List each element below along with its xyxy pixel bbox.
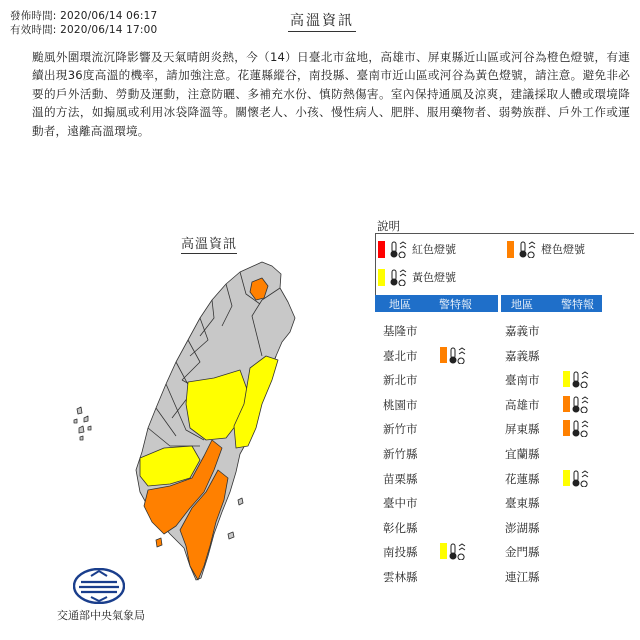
region-name: 桃園市 <box>383 397 418 412</box>
col-warning-right: 警特報 <box>561 297 594 311</box>
region-name: 臺南市 <box>505 373 540 388</box>
region-name: 新竹縣 <box>383 447 418 461</box>
warning-description: 颱風外圍環流沉降影響及天氣晴朗炎熱，今（14）日臺北市盆地，高雄市、屏東縣近山區或河谷為橙色燈號，有連續出現36度高溫的機率，請加強注意。花蓮縣縱谷，南投縣、臺南市近山區或河谷為黃色燈號，請注意。避免非必要的戶外活動、勞動及運動，注意防曬、多補充水份、慎防熱傷害。室內保持通風及涼爽，建議採取人體或環境降溫的方法，如搧風或利用冰袋降溫等。關懷老人、小孩、慢性病人、肥胖、服用藥物者、弱勢族群、戶外工作或運動者，遠離高溫環境。 <box>32 50 630 138</box>
region-name: 基隆市 <box>383 324 418 338</box>
warning-bar <box>440 543 447 559</box>
region-name: 新北市 <box>383 373 418 388</box>
region-name: 雲林縣 <box>383 570 418 584</box>
region-name: 屏東縣 <box>505 422 540 437</box>
legend-yellow-label: 黃色燈號 <box>412 271 456 284</box>
thermometer-icon <box>570 469 592 487</box>
legend-red-label: 紅色燈號 <box>412 243 456 256</box>
table-header-right <box>501 295 602 312</box>
thermometer-icon <box>570 395 592 413</box>
region-name: 苗栗縣 <box>383 471 418 486</box>
thermometer-icon <box>570 419 592 437</box>
valid-value: 2020/06/14 17:00 <box>60 24 158 36</box>
thermometer-icon <box>517 240 541 258</box>
thermometer-icon <box>388 268 412 286</box>
region-name: 花蓮縣 <box>505 471 540 486</box>
thermometer-icon <box>570 370 592 388</box>
region-name: 臺北市 <box>383 348 418 363</box>
warning-bar <box>563 371 570 387</box>
region-name: 新竹市 <box>383 422 418 437</box>
region-name: 南投縣 <box>383 545 418 560</box>
legend-red <box>378 240 456 258</box>
warning-bar <box>563 420 570 436</box>
valid-label: 有效時間: <box>10 24 57 36</box>
warning-indicator-orange <box>563 419 592 437</box>
col-warning-left: 警特報 <box>439 297 472 311</box>
region-name: 彰化縣 <box>383 520 418 535</box>
islet <box>228 532 234 539</box>
thermometer-icon <box>388 240 412 258</box>
penghu-islets <box>74 407 91 440</box>
region-name: 宜蘭縣 <box>505 447 540 461</box>
map-title: 高溫資訊 <box>181 233 237 254</box>
warning-indicator-orange <box>440 346 469 364</box>
warning-indicator-yellow <box>563 370 592 388</box>
issued-label: 發佈時間: <box>10 10 57 22</box>
warning-indicator-orange <box>563 395 592 413</box>
warning-bar <box>440 347 447 363</box>
red-swatch <box>378 241 385 258</box>
warning-bar <box>563 396 570 412</box>
thermometer-icon <box>447 542 469 560</box>
legend-orange-label: 橙色燈號 <box>541 243 585 256</box>
col-region-left: 地區 <box>389 297 411 311</box>
region-name: 連江縣 <box>505 570 540 584</box>
orange-swatch <box>507 241 514 258</box>
thermometer-icon <box>447 346 469 364</box>
region-name: 臺東縣 <box>505 496 540 511</box>
agency-name: 交通部中央氣象局 <box>57 609 145 622</box>
region-name: 嘉義縣 <box>505 348 540 363</box>
warning-bar <box>563 470 570 486</box>
region-name: 澎湖縣 <box>505 520 540 535</box>
region-name: 嘉義市 <box>505 324 540 338</box>
islet <box>156 538 162 547</box>
cwb-logo <box>73 568 125 604</box>
legend-orange <box>507 240 585 258</box>
warning-indicator-yellow <box>563 469 592 487</box>
legend-title: 說明 <box>377 219 400 233</box>
col-region-right: 地區 <box>511 297 533 311</box>
legend-yellow <box>378 268 456 286</box>
islet <box>238 498 243 505</box>
warning-indicator-yellow <box>440 542 469 560</box>
page-title: 高溫資訊 <box>288 10 356 32</box>
region-name: 金門縣 <box>505 545 540 560</box>
region-name: 高雄市 <box>505 397 540 412</box>
issued-value: 2020/06/14 06:17 <box>60 10 158 22</box>
yellow-swatch <box>378 269 385 286</box>
table-header-left <box>375 295 498 312</box>
region-name: 臺中市 <box>383 496 418 511</box>
